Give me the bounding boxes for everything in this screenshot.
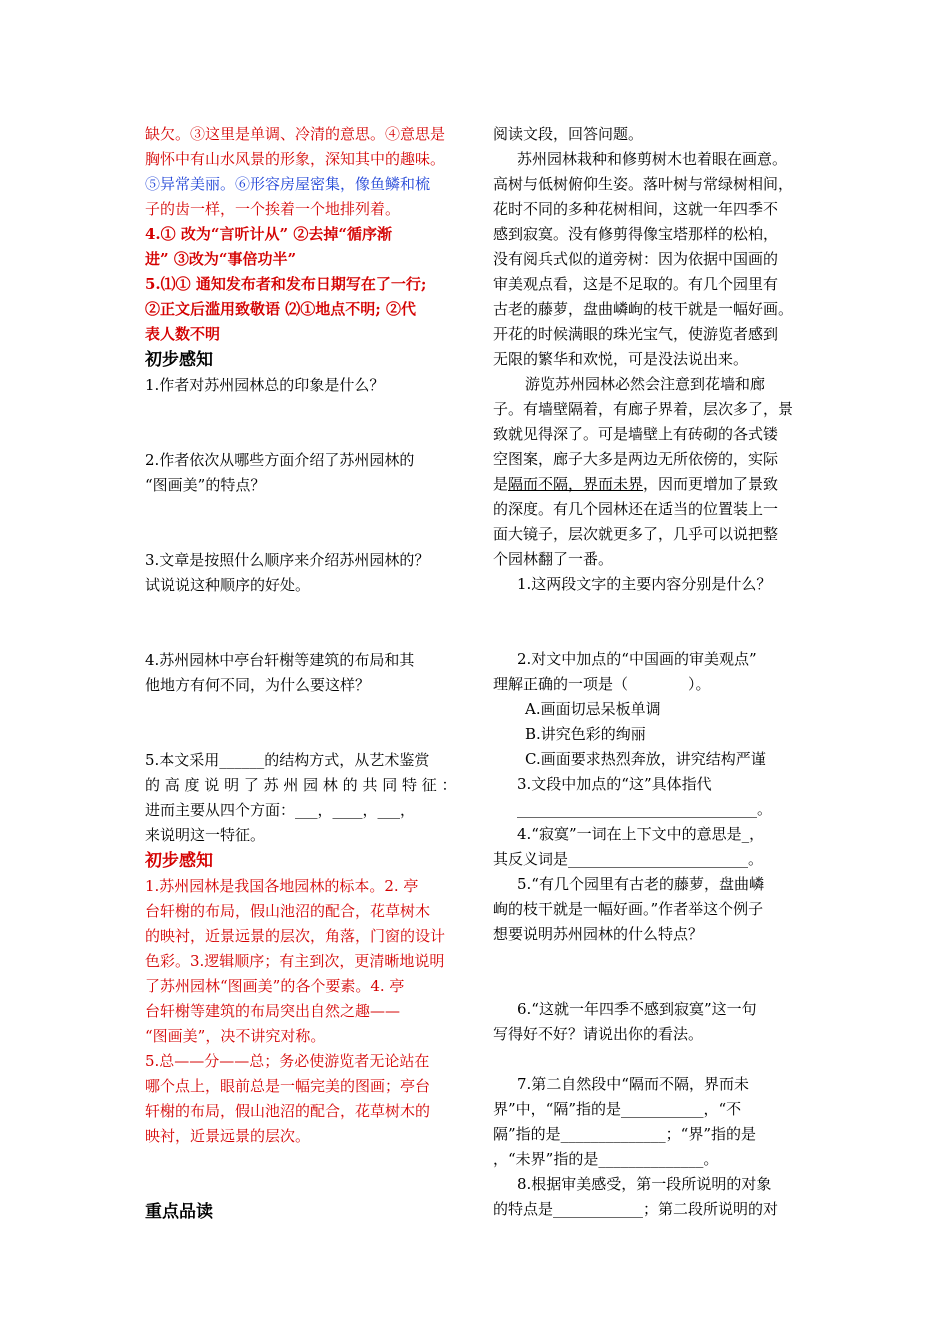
question-6: 6.“这就一年四季不感到寂寞”这一句: [517, 1000, 757, 1018]
section-heading: 初步感知: [145, 851, 213, 871]
question-6: 写得好不好？请说出你的看法。: [493, 1025, 704, 1043]
question-8: 8.根据审美感受，第一段所说明的对象: [517, 1175, 772, 1193]
passage-line: 游览苏州园林必然会注意到花墙和廊: [525, 375, 766, 393]
passage-line: 无限的繁华和欢悦，可是没法说出来。: [493, 350, 749, 368]
option-c: C.画面要求热烈奔放，讲究结构严谨: [525, 750, 766, 768]
section-heading: 重点品读: [145, 1202, 213, 1222]
passage-line: 古老的藤萝，盘曲嶙峋的枝干就是一幅好画。: [493, 300, 794, 318]
passage-line: 感到寂寞。没有修剪得像宝塔那样的松柏，: [493, 225, 779, 243]
question-7: 隔”指的是______________；“界”指的是: [493, 1125, 757, 1143]
bold-answer-line: 4.① 改为“言听计从” ②去掉“循序渐: [145, 225, 392, 243]
answer-line: 哪个点上，眼前总是一幅完美的图画；亭台: [145, 1077, 431, 1095]
passage-line: 子。有墙壁隔着，有廊子界着，层次多了，景: [493, 400, 794, 418]
answer-line: 台轩榭等建筑的布局突出自然之趣——: [145, 1002, 401, 1020]
question-4: 其反义词是________________________。: [493, 850, 764, 868]
question-4: 他地方有何不同，为什么要这样？: [145, 676, 371, 694]
question-2: “图画美”的特点？: [145, 476, 266, 494]
option-a: A.画面切忌呆板单调: [525, 700, 661, 718]
passage-line: 高树与低树俯仰生姿。落叶树与常绿树相间，: [493, 175, 794, 193]
underlined-phrase: 隔而不隔，界而未界: [508, 475, 644, 493]
question-5: 峋的枝干就是一幅好画。”作者举这个例子: [493, 900, 764, 918]
question-5: 5.“有几个园里有古老的藤萝，盘曲嶙: [517, 875, 764, 893]
question-2: 2.对文中加点的“中国画的审美观点”: [517, 650, 757, 668]
left-column: [145, 122, 465, 1225]
passage-text: ，因而更增加了景致: [643, 475, 779, 493]
question-5: 的 高 度 说 明 了 苏 州 园 林 的 共 同 特 征 ：: [145, 776, 457, 794]
question-7: 界”中，“隔”指的是___________，“不: [493, 1100, 742, 1118]
question-7: ，“未界”指的是______________。: [493, 1150, 719, 1168]
answer-line: “图画美”，决不讲究对称。: [145, 1027, 326, 1045]
answer-line: ⑤异常美丽。⑥形容房屋密集，像鱼鳞和梳: [145, 175, 431, 193]
question-1: 1.这两段文字的主要内容分别是什么？: [517, 575, 772, 593]
question-3: ________________________________。: [517, 800, 773, 818]
answer-line: 缺欠。③这里是单调、冷清的意思。④意思是: [145, 125, 446, 143]
passage-line: 的深度。有几个园林还在适当的位置装上一: [493, 500, 779, 518]
bold-answer-line: ②正文后滥用致敬语 ⑵①地点不明; ②代: [145, 300, 416, 318]
right-column: [493, 122, 813, 1222]
answer-line: 胸怀中有山水风景的形象，深知其中的趣味。: [145, 150, 446, 168]
passage-line: 审美观点看，这是不足取的。有几个园里有: [493, 275, 779, 293]
answer-line: 子的齿一样，一个挨着一个地排列着。: [145, 200, 401, 218]
answer-line: 轩榭的布局，假山池沼的配合，花草树木的: [145, 1102, 431, 1120]
passage-line: 苏州园林栽种和修剪树木也着眼在画意。: [517, 150, 788, 168]
question-5: 来说明这一特征。: [145, 826, 266, 844]
question-1: 1.作者对苏州园林总的印象是什么？: [145, 376, 385, 394]
passage-line: 没有阅兵式似的道旁树：因为依据中国画的: [493, 250, 779, 268]
reading-intro: 阅读文段，回答问题。: [493, 125, 644, 143]
question-4: 4.“寂寞”一词在上下文中的意思是_，: [517, 825, 765, 843]
section-heading: 初步感知: [145, 350, 213, 370]
answer-line: 5.总——分——总；务必使游览者无论站在: [145, 1052, 430, 1070]
question-3: 试说说这种顺序的好处。: [145, 576, 311, 594]
answer-line: 的映衬，近景远景的层次，角落，门窗的设计: [145, 927, 446, 945]
question-2: 2.作者依次从哪些方面介绍了苏州园林的: [145, 451, 415, 469]
answer-line: 台轩榭的布局，假山池沼的配合，花草树木: [145, 902, 431, 920]
bold-answer-line: 5.⑴① 通知发布者和发布日期写在了一行;: [145, 275, 427, 293]
question-2: 理解正确的一项是（ ）。: [493, 675, 711, 693]
passage-text: 是: [493, 475, 509, 493]
question-5: 进而主要从四个方面：___，____，___，: [145, 801, 416, 819]
passage-line: 花时不同的多种花树相间，这就一年四季不: [493, 200, 779, 218]
answer-line: 了苏州园林“图画美”的各个要素。4. 亭: [145, 977, 405, 995]
passage-line: 空图案，廊子大多是两边无所依傍的，实际: [493, 450, 779, 468]
question-7: 7.第二自然段中“隔而不隔，界而未: [517, 1075, 749, 1093]
answer-line: 1.苏州园林是我国各地园林的标本。2. 亭: [145, 877, 419, 895]
passage-line: [493, 472, 813, 497]
question-5: 5.本文采用______的结构方式，从艺术鉴赏: [145, 751, 430, 769]
question-5: 想要说明苏州园林的什么特点？: [493, 925, 704, 943]
passage-line: 开花的时候满眼的珠光宝气，使游览者感到: [493, 325, 779, 343]
bold-answer-line: 进” ③改为“事倍功半”: [145, 250, 297, 268]
question-8: 的特点是____________；第二段所说明的对: [493, 1200, 779, 1218]
bold-answer-line: 表人数不明: [145, 325, 221, 343]
passage-line: 个园林翻了一番。: [493, 550, 614, 568]
question-3: 3.文章是按照什么顺序来介绍苏州园林的？: [145, 551, 430, 569]
passage-line: 致就见得深了。可是墙壁上有砖砌的各式镂: [493, 425, 779, 443]
passage-line: 面大镜子，层次就更多了，几乎可以说把整: [493, 525, 779, 543]
question-4: 4.苏州园林中亭台轩榭等建筑的布局和其: [145, 651, 415, 669]
option-b: B.讲究色彩的绚丽: [525, 725, 646, 743]
answer-line: 色彩。3.逻辑顺序；有主到次，更清晰地说明: [145, 952, 445, 970]
answer-line: 映衬，近景远景的层次。: [145, 1127, 311, 1145]
question-3: 3.文段中加点的“这”具体指代: [517, 775, 712, 793]
